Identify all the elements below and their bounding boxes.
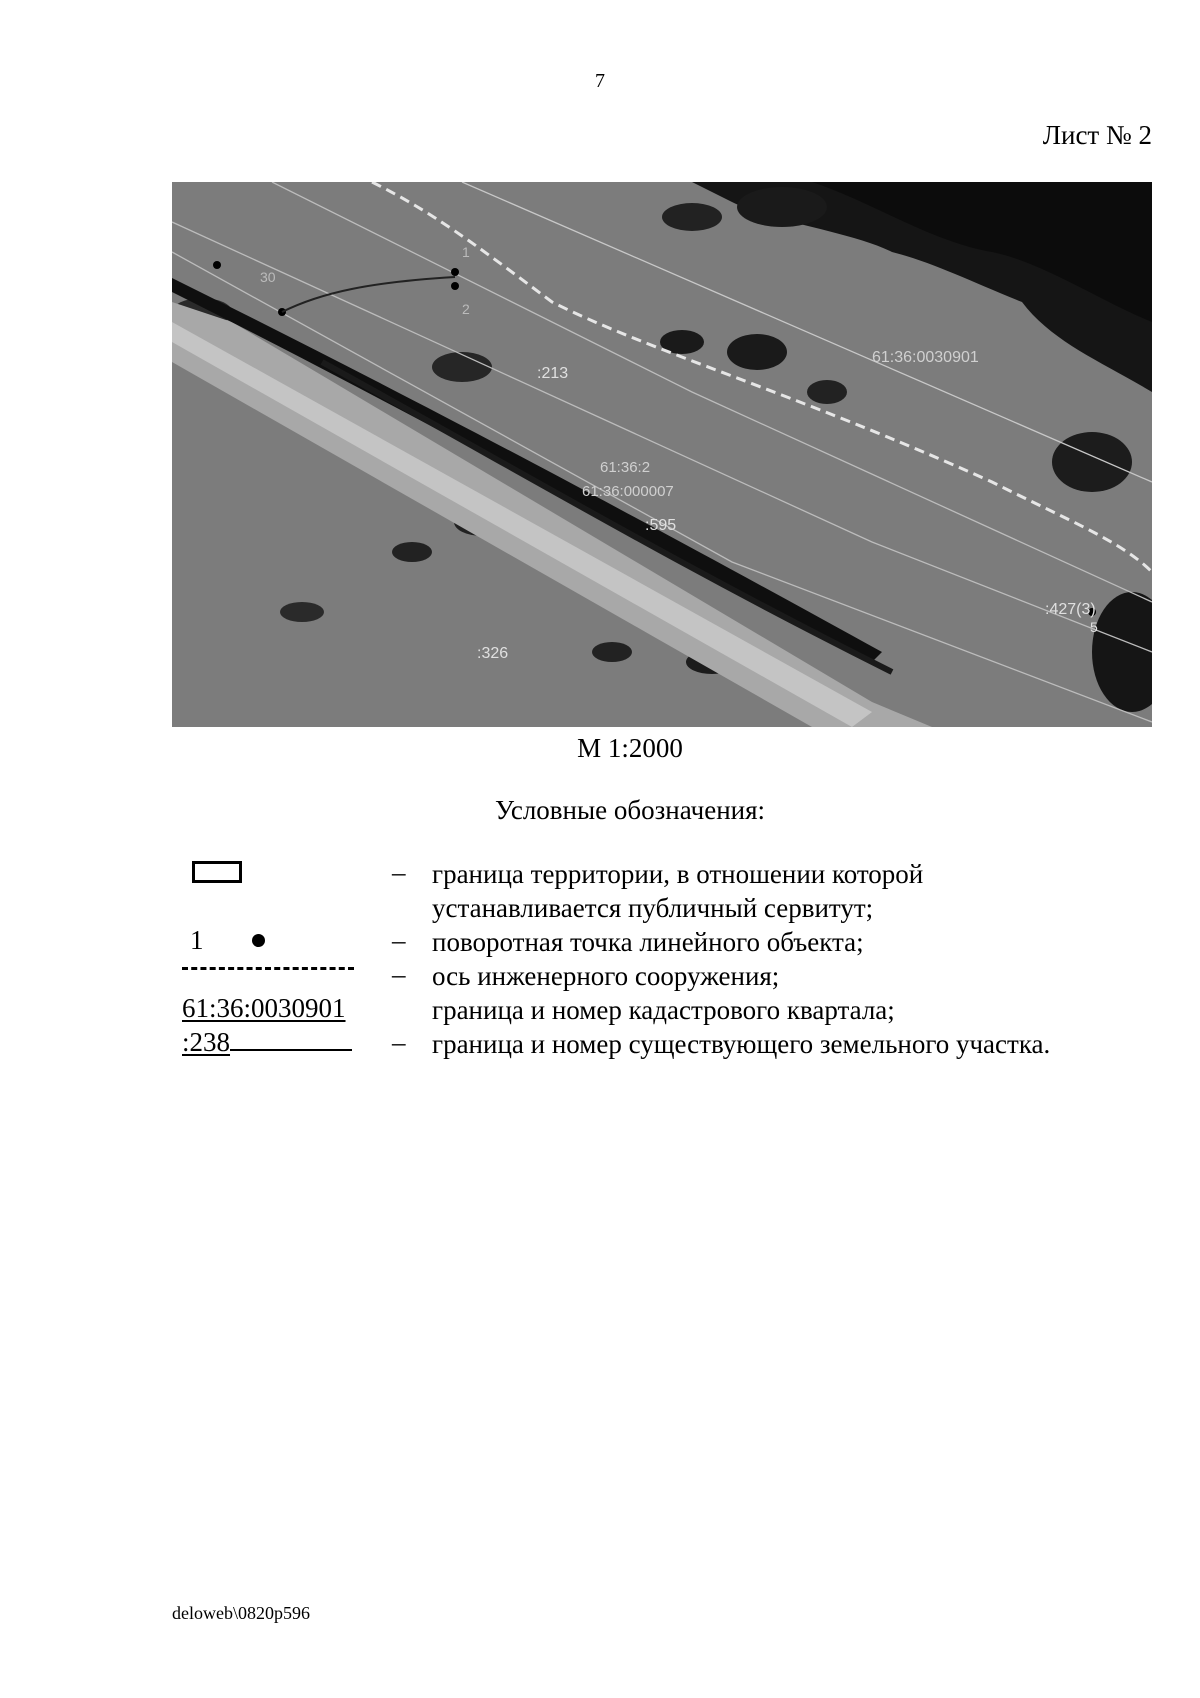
turning-point — [451, 268, 459, 276]
map-label-point-1: 1 — [462, 244, 470, 260]
legend-text: граница территории, в отношении которой — [432, 859, 924, 889]
map-label-quarter: 61:36:0030901 — [872, 349, 979, 366]
point-number: 1 — [190, 925, 204, 955]
legend-text: граница и номер кадастрового квартала; — [432, 995, 895, 1025]
legend-item-boundary — [182, 857, 1142, 925]
map-image — [172, 182, 1152, 727]
parcel-boundary-line-icon — [230, 1029, 352, 1051]
legend-dash: – — [392, 857, 406, 887]
map-label-quarter-short: 61:36:2 — [600, 459, 651, 476]
legend-text: ось инженерного сооружения; — [432, 961, 780, 991]
legend-text: поворотная точка линейного объекта; — [432, 927, 864, 957]
vegetation-patch — [662, 203, 722, 231]
vegetation-patch — [280, 602, 324, 622]
vegetation-patch — [592, 642, 632, 662]
legend-dash: – — [392, 925, 406, 955]
turning-point — [213, 261, 221, 269]
page-number: 7 — [595, 70, 605, 92]
vegetation-patch — [727, 334, 787, 370]
map-label-parcel-213: :213 — [537, 365, 569, 382]
document-footer: deloweb\0820p596 — [172, 1603, 310, 1623]
legend — [182, 857, 1142, 1061]
vegetation-patch — [392, 542, 432, 562]
quarter-number-sample: 61:36:0030901 — [182, 993, 346, 1023]
aerial-map — [172, 182, 1152, 727]
vegetation-patch — [432, 352, 492, 382]
map-label-quarter-number: 61:36:000007 — [582, 483, 674, 500]
legend-dash: – — [392, 1027, 406, 1057]
legend-title: Условные обозначения: — [494, 795, 766, 825]
map-label-parcel-595: :595 — [645, 517, 677, 534]
dashed-line-icon — [182, 959, 357, 974]
legend-text: граница и номер существующего земельного участка. — [432, 1029, 1051, 1059]
map-label-parcel-326: :326 — [477, 645, 509, 662]
vegetation-patch — [1052, 432, 1132, 492]
legend-text-continued: устанавливается публичный сервитут; — [432, 893, 874, 923]
vegetation-patch — [807, 380, 847, 404]
turning-point — [451, 282, 459, 290]
map-label-30: 30 — [260, 269, 276, 285]
point-symbol — [190, 925, 365, 956]
vegetation-patch — [737, 187, 827, 227]
parcel-number: :238 — [182, 1027, 231, 1057]
map-label-point-2: 2 — [462, 301, 470, 317]
legend-item-turning-point — [182, 925, 1142, 959]
parcel-number-sample — [182, 1027, 357, 1058]
legend-item-axis — [182, 959, 1142, 993]
rectangle-outline-icon — [182, 857, 357, 883]
legend-dash: – — [392, 959, 406, 989]
map-label-parcel-427: :427(3) — [1045, 601, 1096, 618]
map-label-point-5: 5 — [1090, 619, 1098, 635]
point-icon — [252, 934, 265, 947]
legend-item-parcel — [182, 1027, 1142, 1061]
sheet-label: Лист № 2 — [1042, 120, 1152, 150]
map-scale: М 1:2000 — [577, 733, 683, 763]
legend-item-quarter — [182, 993, 1142, 1027]
